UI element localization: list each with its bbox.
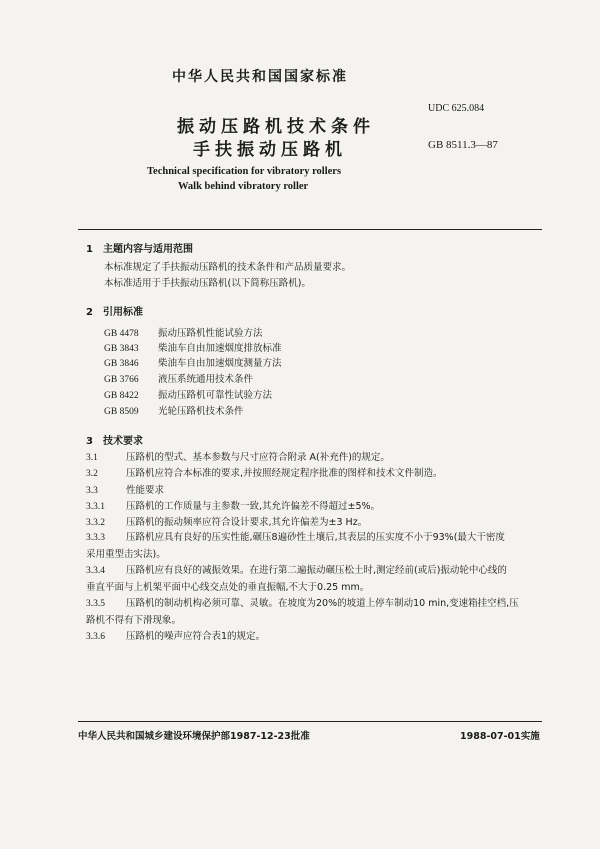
reference-title: 光轮压路机技术条件 — [158, 406, 244, 417]
requirement-item — [86, 484, 542, 499]
reference-standard — [104, 355, 282, 369]
clause-text: 压路机的噪声应符合表1的规定。 — [126, 631, 266, 642]
clause-continuation: 采用重型击实法)。 — [86, 549, 166, 560]
section-number: 3 — [86, 436, 93, 447]
reference-standard — [104, 325, 263, 339]
requirement-item — [86, 531, 542, 546]
english-title-line2: Walk behind vibratory roller — [178, 181, 309, 192]
clause-number: 3.3.5 — [86, 599, 105, 609]
section-title: 主题内容与适用范围 — [103, 244, 193, 255]
requirement-item — [86, 467, 542, 482]
clause-number: 3.3.4 — [86, 566, 105, 576]
clause-text: 压路机应有良好的减振效果。在进行第二遍振动碾压松土时,测定经前(或后)振动轮中心线的 — [126, 565, 507, 576]
reference-standard — [104, 371, 253, 385]
clause-text: 压路机应符合本标准的要求,并按照经规定程序批准的图样和技术文件制造。 — [126, 468, 443, 479]
clause-number: 3.3 — [86, 486, 98, 496]
reference-code: GB 8509 — [104, 407, 139, 417]
requirement-item — [86, 630, 542, 645]
reference-code: GB 4478 — [104, 329, 139, 339]
section-1-heading — [86, 240, 193, 255]
reference-title: 振动压路机可靠性试验方法 — [158, 390, 273, 401]
reference-standard — [104, 340, 282, 354]
issuing-country-header: 中华人民共和国国家标准 — [172, 69, 348, 85]
section-title: 技术要求 — [103, 436, 143, 447]
udc-code: UDC 625.084 — [428, 103, 485, 114]
clause-text: 压路机的工作质量与主参数一致,其允许偏差不得超过±5%。 — [126, 501, 381, 512]
reference-standard — [104, 403, 244, 417]
clause-number: 3.3.6 — [86, 632, 105, 642]
requirement-item — [86, 451, 542, 466]
reference-title: 柴油车自由加速烟度测量方法 — [158, 358, 282, 369]
effective-date: 1988-07-01实施 — [460, 731, 540, 742]
gb-number: GB 8511.3—87 — [428, 139, 498, 151]
section-1-paragraph: 本标准规定了手扶振动压路机的技术条件和产品质量要求。 — [104, 262, 352, 273]
header-divider — [78, 229, 542, 230]
requirement-item — [86, 516, 542, 531]
clause-text: 压路机的制动机构必须可靠、灵敏。在坡度为20%的坡道上停车制动10 min,变速箱挂空档,压 — [126, 598, 519, 609]
standard-title-line1: 振动压路机技术条件 — [177, 117, 375, 137]
clause-number: 3.3.3 — [86, 533, 105, 543]
clause-number: 3.2 — [86, 469, 98, 479]
clause-text: 压路机的振动频率应符合设计要求,其允许偏差为±3 Hz。 — [126, 517, 368, 528]
clause-text: 性能要求 — [126, 485, 165, 496]
reference-title: 液压系统通用技术条件 — [158, 374, 254, 385]
footer-divider — [78, 721, 542, 722]
reference-standard — [104, 387, 272, 401]
clause-number: 3.3.1 — [86, 502, 105, 512]
section-title: 引用标准 — [103, 307, 143, 318]
approval-line: 中华人民共和国城乡建设环境保护部1987-12-23批准 — [78, 731, 310, 742]
section-2-heading — [86, 303, 143, 318]
clause-text: 压路机应具有良好的压实性能,碾压8遍砂性土壤后,其表层的压实度不小于93%(最大干密度 — [126, 532, 505, 543]
section-number: 2 — [86, 307, 93, 318]
section-1-paragraph: 本标准适用于手扶振动压路机(以下简称压路机)。 — [104, 278, 311, 289]
clause-continuation: 垂直平面与上机架平面中心线交点处的垂直振幅,不大于0.25 mm。 — [86, 582, 370, 593]
reference-title: 振动压路机性能试验方法 — [158, 328, 263, 339]
requirement-item — [86, 564, 542, 579]
reference-code: GB 3843 — [104, 344, 139, 354]
standard-title-line2: 手扶振动压路机 — [193, 140, 347, 160]
requirement-item — [86, 500, 542, 515]
clause-continuation: 路机不得有下滑现象。 — [86, 615, 182, 626]
clause-number: 3.1 — [86, 453, 98, 463]
english-title-line1: Technical specification for vibratory rollers — [147, 166, 342, 177]
clause-text: 压路机的型式、基本参数与尺寸应符合附录 A(补充件)的规定。 — [126, 452, 390, 463]
reference-code: GB 3846 — [104, 359, 139, 369]
reference-code: GB 8422 — [104, 391, 139, 401]
clause-number: 3.3.2 — [86, 518, 105, 528]
reference-title: 柴油车自由加速烟度排放标准 — [158, 343, 282, 354]
reference-code: GB 3766 — [104, 375, 139, 385]
section-number: 1 — [86, 244, 93, 255]
requirement-item — [86, 597, 542, 612]
section-3-heading — [86, 432, 143, 447]
